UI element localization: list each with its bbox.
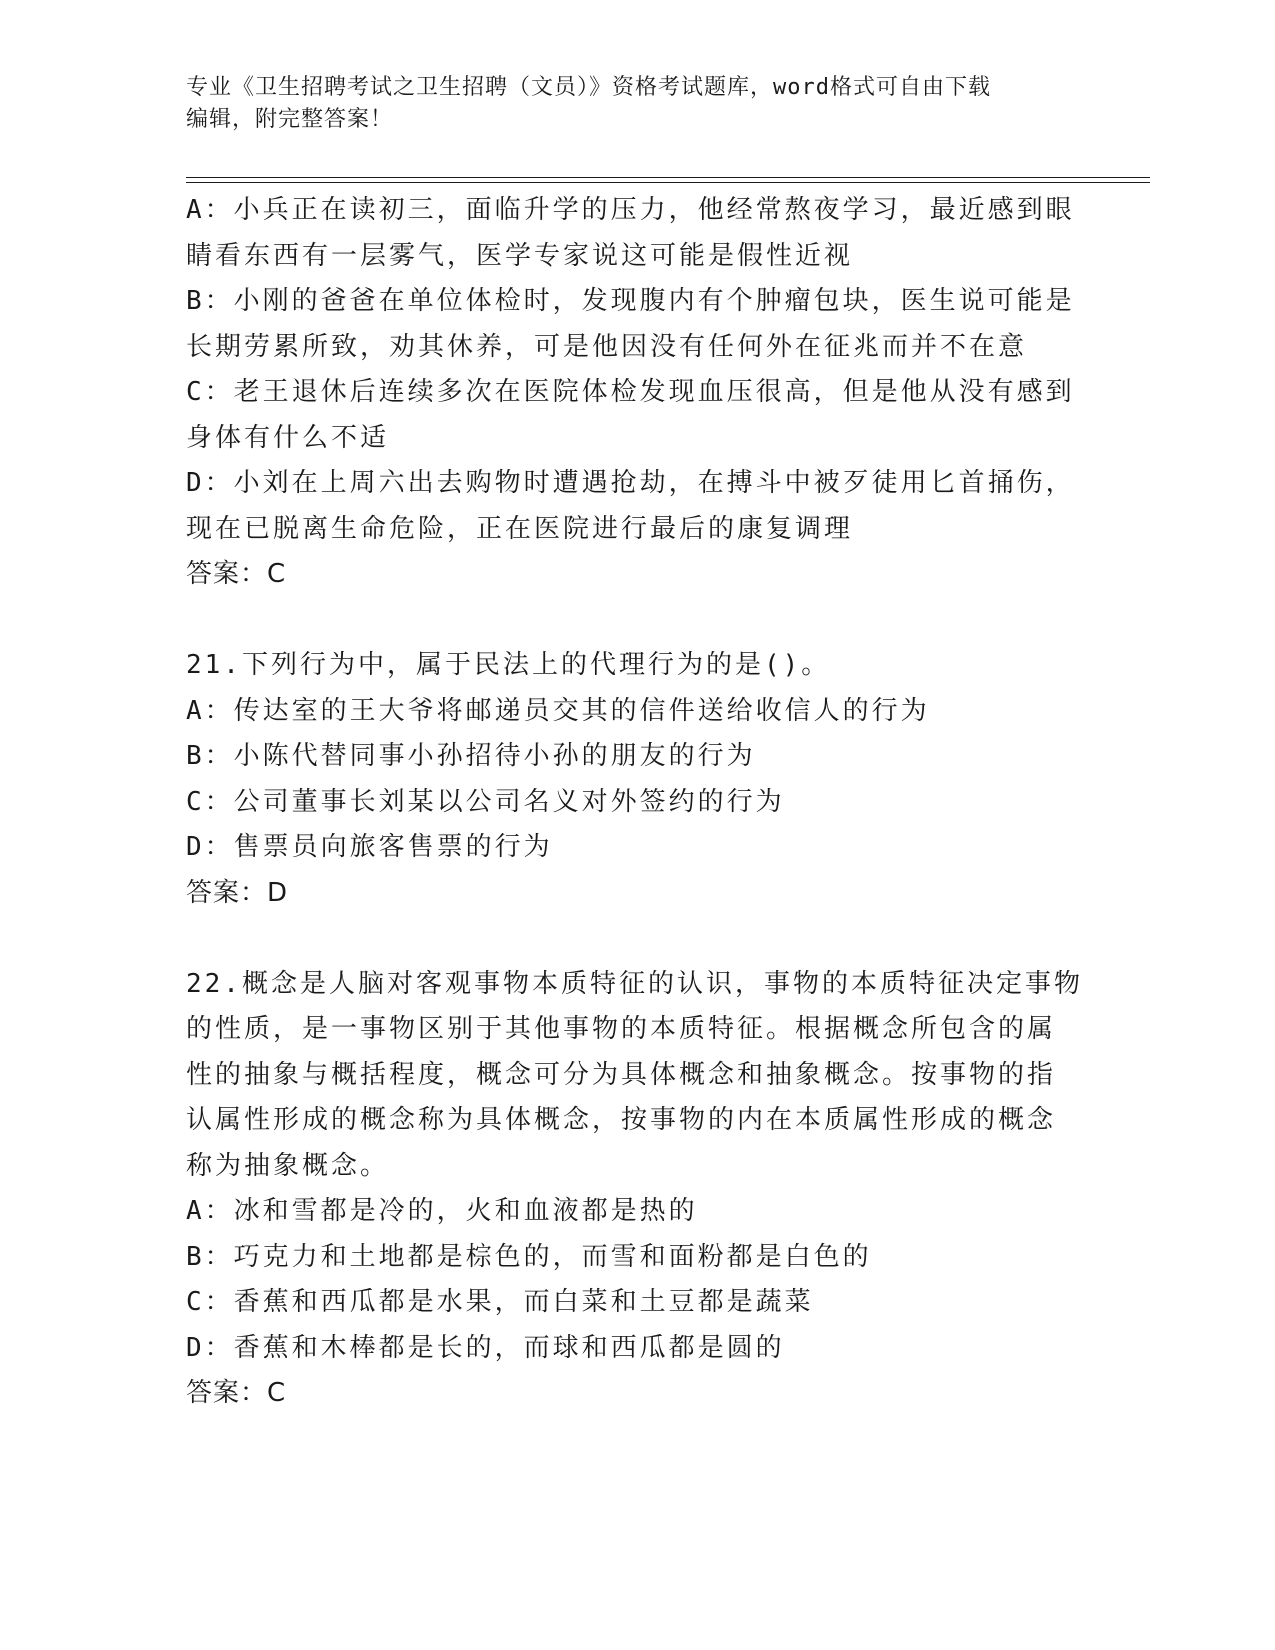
header-line-2: 编辑，附完整答案！ (186, 107, 394, 132)
q22-answer: 答案：C (186, 1378, 287, 1408)
q20-option-b-line-2: 长期劳累所致，劝其休养，可是他因没有任何外在征兆而并不在意 (186, 331, 1028, 362)
q21-answer: 答案：D (186, 877, 289, 908)
q20-option-a-line-2: 睛看东西有一层雾气，医学专家说这可能是假性近视 (186, 240, 854, 271)
question-20-block (186, 188, 1086, 598)
header-divider-top (186, 177, 1150, 178)
q22-option-d: D：香蕉和木棒都是长的，而球和西瓜都是圆的 (186, 1332, 785, 1363)
q22-option-a: A：冰和雪都是冷的，火和血液都是热的 (186, 1196, 698, 1226)
header-line-1: 专业《卫生招聘考试之卫生招聘（文员）》资格考试题库，word格式可自由下载 (186, 75, 991, 100)
q21-option-a: A：传达室的王大爷将邮递员交其的信件送给收信人的行为 (186, 695, 930, 726)
q22-question-line-1: 22.概念是人脑对客观事物本质特征的认识，事物的本质特征决定事物 (186, 968, 1083, 999)
q20-option-d-line-2: 现在已脱离生命危险，正在医院进行最后的康复调理 (186, 513, 854, 544)
question-21-block (186, 643, 1086, 916)
q20-answer: 答案：C (186, 559, 287, 589)
q22-option-b: B：巧克力和土地都是棕色的，而雪和面粉都是白色的 (186, 1241, 872, 1272)
spacer (186, 598, 1086, 644)
q21-option-d: D：售票员向旅客售票的行为 (186, 832, 553, 862)
spacer (186, 916, 1086, 962)
q20-option-d-line-1: D：小刘在上周六出去购物时遭遇抢劫，在搏斗中被歹徒用匕首捅伤， (186, 468, 1075, 498)
document-body (186, 188, 1086, 1417)
document-header (186, 72, 1066, 136)
q22-question-line-5: 称为抽象概念。 (186, 1150, 390, 1181)
q20-option-c-line-1: C：老王退休后连续多次在医院体检发现血压很高，但是他从没有感到 (186, 377, 1075, 407)
header-divider-bottom (186, 182, 1150, 183)
q21-option-c: C：公司董事长刘某以公司名义对外签约的行为 (186, 786, 785, 817)
q22-question-line-3: 性的抽象与概括程度，概念可分为具体概念和抽象概念。按事物的指 (186, 1059, 1057, 1090)
question-22-block (186, 962, 1086, 1417)
q20-option-c-line-2: 身体有什么不适 (186, 422, 390, 453)
q22-option-c: C：香蕉和西瓜都是水果，而白菜和土豆都是蔬菜 (186, 1287, 814, 1317)
q21-option-b: B：小陈代替同事小孙招待小孙的朋友的行为 (186, 741, 756, 771)
q22-question-line-2: 的性质，是一事物区别于其他事物的本质特征。根据概念所包含的属 (186, 1014, 1057, 1044)
q22-question-line-4: 认属性形成的概念称为具体概念，按事物的内在本质属性形成的概念 (186, 1105, 1057, 1135)
q20-option-b-line-1: B：小刚的爸爸在单位体检时，发现腹内有个肿瘤包块，医生说可能是 (186, 286, 1075, 316)
q20-option-a-line-1: A：小兵正在读初三，面临升学的压力，他经常熬夜学习，最近感到眼 (186, 195, 1075, 225)
q21-question: 21.下列行为中，属于民法上的代理行为的是()。 (186, 650, 831, 680)
